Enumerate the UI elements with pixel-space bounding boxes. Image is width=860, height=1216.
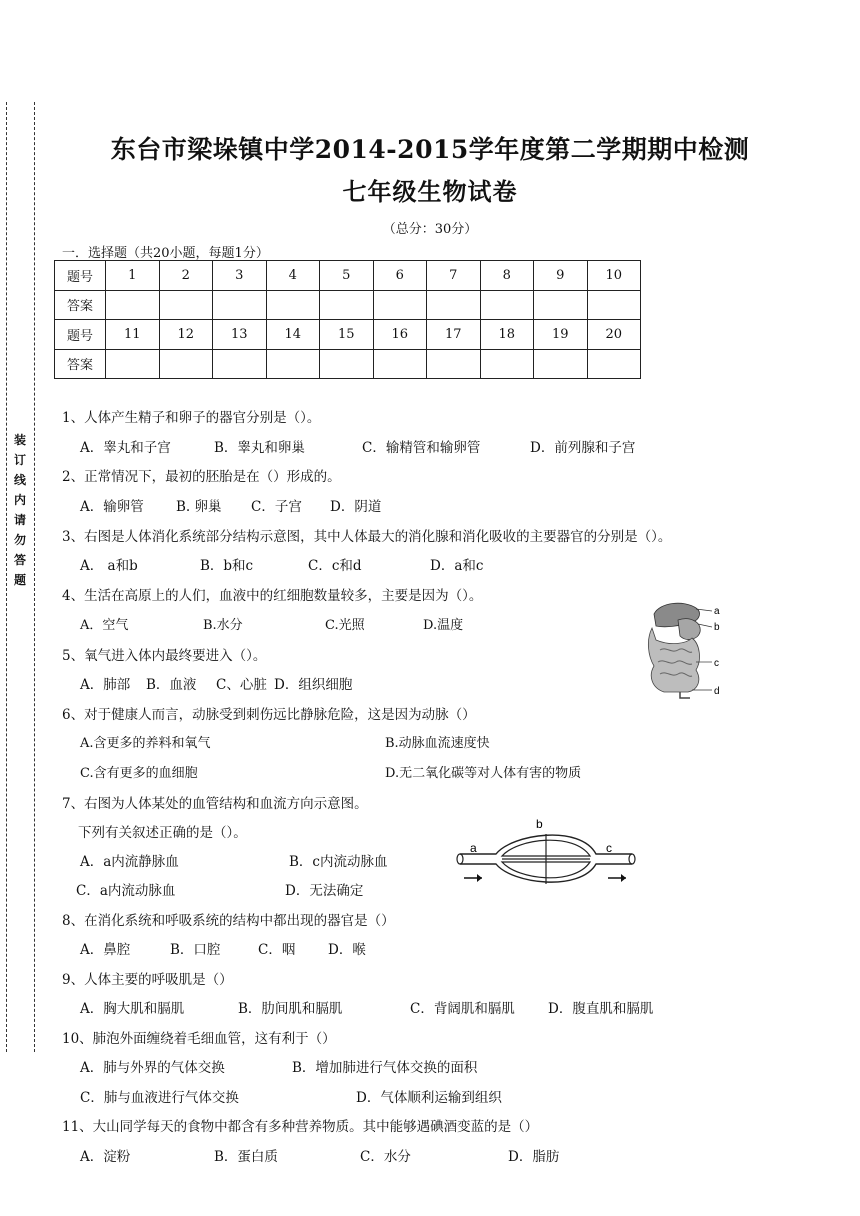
question-number-cell: 4: [266, 261, 320, 291]
answer-cell[interactable]: [480, 349, 534, 379]
question-number-cell: 13: [213, 320, 267, 350]
question-2-stem: 2、正常情况下，最初的胚胎是在（）形成的。: [62, 469, 341, 485]
digestive-label-b: b: [714, 622, 720, 633]
answer-cell[interactable]: [106, 290, 160, 320]
answer-grid: [54, 260, 641, 379]
answer-cell[interactable]: [480, 290, 534, 320]
question-10-option-b: B．增加肺进行气体交换的面积: [292, 1060, 478, 1076]
row-label: 答案: [55, 290, 106, 320]
question-10-stem: 10、肺泡外面缠绕着毛细血管，这有利于（）: [62, 1031, 336, 1047]
binding-margin-outer-line: [6, 102, 7, 1052]
row-label: 答案: [55, 349, 106, 379]
question-5-stem: 5、氧气进入体内最终要进入（）。: [62, 648, 267, 664]
vessel-label-b: b: [536, 817, 543, 831]
question-number-cell: 8: [480, 261, 534, 291]
question-8-option-c: C．咽: [258, 942, 296, 958]
answer-cell[interactable]: [213, 290, 267, 320]
question-8-option-a: A．鼻腔: [80, 942, 131, 958]
question-5-option-c: C、心脏: [216, 677, 267, 693]
answer-cell[interactable]: [587, 349, 641, 379]
question-8-stem: 8、在消化系统和呼吸系统的结构中都出现的器官是（）: [62, 913, 395, 929]
question-7-stem-continued: 下列有关叙述正确的是（）。: [78, 825, 247, 841]
question-number-cell: 5: [320, 261, 374, 291]
question-2-option-d: D．阴道: [330, 499, 382, 515]
question-number-cell: 16: [373, 320, 427, 350]
question-number-cell: 2: [159, 261, 213, 291]
question-9-option-a: A．胸大肌和膈肌: [80, 1001, 185, 1017]
question-1-option-b: B．睾丸和卵巢: [214, 440, 305, 456]
question-11-option-c: C．水分: [360, 1149, 411, 1165]
digestive-label-d: d: [714, 686, 720, 697]
question-number-cell: 1: [106, 261, 160, 291]
question-6-option-c: C.含有更多的血细胞: [80, 766, 198, 781]
vessel-label-c: c: [606, 841, 612, 855]
question-8-option-b: B．口腔: [170, 942, 221, 958]
question-number-cell: 15: [320, 320, 374, 350]
answer-cell[interactable]: [534, 349, 588, 379]
question-number-cell: 14: [266, 320, 320, 350]
answer-cell[interactable]: [213, 349, 267, 379]
question-4-stem: 4、生活在高原上的人们，血液中的红细胞数量较多，主要是因为（）。: [62, 588, 483, 604]
question-number-cell: 18: [480, 320, 534, 350]
question-2-option-b: B. 卵巢: [176, 499, 222, 515]
total-score: （总分：30分）: [382, 222, 478, 237]
question-1-stem: 1、人体产生精子和卵子的器官分别是（）。: [62, 410, 321, 426]
question-7-option-d: D．无法确定: [285, 883, 364, 899]
question-7-option-a: A．a内流静脉血: [80, 854, 179, 870]
answer-grid-number-row: [55, 320, 641, 350]
question-1-option-c: C．输精管和输卵管: [362, 440, 481, 456]
question-3-stem: 3、右图是人体消化系统部分结构示意图，其中人体最大的消化腺和消化吸收的主要器官的分别是（）。: [62, 529, 672, 545]
answer-cell[interactable]: [266, 349, 320, 379]
question-5-option-b: B．血液: [146, 677, 197, 693]
question-3-option-b: B．b和c: [200, 558, 254, 574]
answer-grid-number-row: [55, 261, 641, 291]
question-10-option-d: D．气体顺利运输到组织: [356, 1090, 502, 1106]
answer-cell[interactable]: [534, 290, 588, 320]
question-number-cell: 9: [534, 261, 588, 291]
digestive-label-c: c: [714, 658, 719, 669]
question-10-option-c: C．肺与血液进行气体交换: [80, 1090, 239, 1106]
answer-cell[interactable]: [373, 349, 427, 379]
exam-title: 东台市梁垛镇中学2014-2015学年度第二学期期中检测: [110, 135, 750, 164]
question-4-option-a: A．空气: [80, 618, 129, 633]
question-5-option-a: A．肺部: [80, 677, 131, 693]
question-1-option-d: D．前列腺和子宫: [530, 440, 636, 456]
question-9-option-d: D．腹直肌和膈肌: [548, 1001, 654, 1017]
question-11-stem: 11、大山同学每天的食物中都含有多种营养物质。其中能够遇碘酒变蓝的是（）: [62, 1119, 539, 1135]
binding-margin-notice: 装 订 线 内 请 勿 答 题: [13, 433, 31, 587]
answer-cell[interactable]: [427, 290, 481, 320]
question-number-cell: 7: [427, 261, 481, 291]
question-6-stem: 6、对于健康人而言，动脉受到刺伤远比静脉危险，这是因为动脉（）: [62, 707, 476, 723]
question-1-option-a: A．睾丸和子宫: [80, 440, 171, 456]
question-number-cell: 20: [587, 320, 641, 350]
question-10-option-a: A．肺与外界的气体交换: [80, 1060, 225, 1076]
question-number-cell: 3: [213, 261, 267, 291]
digestive-label-a: a: [714, 606, 720, 617]
answer-cell[interactable]: [427, 349, 481, 379]
question-7-option-b: B．c内流动脉血: [289, 854, 388, 870]
question-number-cell: 11: [106, 320, 160, 350]
question-number-cell: 6: [373, 261, 427, 291]
answer-cell[interactable]: [587, 290, 641, 320]
answer-cell[interactable]: [320, 349, 374, 379]
question-7-stem: 7、右图为人体某处的血管结构和血流方向示意图。: [62, 796, 368, 812]
question-11-option-a: A．淀粉: [80, 1149, 131, 1165]
row-label: 题号: [55, 320, 106, 350]
answer-cell[interactable]: [106, 349, 160, 379]
question-3-option-c: C．c和d: [308, 558, 362, 574]
question-4-option-d: D.温度: [423, 618, 464, 633]
question-3-option-a: A． a和b: [80, 558, 138, 574]
exam-subtitle: 七年级生物试卷: [342, 177, 518, 206]
answer-cell[interactable]: [159, 349, 213, 379]
answer-cell[interactable]: [266, 290, 320, 320]
answer-cell[interactable]: [373, 290, 427, 320]
answer-cell[interactable]: [159, 290, 213, 320]
question-2-option-c: C．子宫: [251, 499, 302, 515]
question-6-option-a: A.含更多的养料和氧气: [80, 736, 211, 751]
question-number-cell: 19: [534, 320, 588, 350]
question-7-option-c: C．a内流动脉血: [76, 883, 176, 899]
binding-margin-inner-line: [34, 102, 35, 1052]
answer-grid-answer-row: [55, 290, 641, 320]
question-11-option-d: D．脂肪: [508, 1149, 560, 1165]
question-5-option-d: D．组织细胞: [274, 677, 353, 693]
question-number-cell: 17: [427, 320, 481, 350]
answer-grid-answer-row: [55, 349, 641, 379]
question-9-option-c: C．背阔肌和膈肌: [410, 1001, 515, 1017]
row-label: 题号: [55, 261, 106, 291]
question-8-option-d: D．喉: [328, 942, 366, 958]
answer-cell[interactable]: [320, 290, 374, 320]
question-3-option-d: D．a和c: [430, 558, 484, 574]
question-6-option-d: D.无二氧化碳等对人体有害的物质: [385, 766, 582, 781]
digestive-system-figure: [640, 600, 726, 700]
question-9-stem: 9、人体主要的呼吸肌是（）: [62, 972, 233, 988]
question-4-option-c: C.光照: [325, 618, 365, 633]
question-number-cell: 12: [159, 320, 213, 350]
vessel-label-a: a: [470, 841, 477, 855]
blood-vessel-figure: [452, 814, 640, 890]
question-number-cell: 10: [587, 261, 641, 291]
question-9-option-b: B．肋间肌和膈肌: [238, 1001, 343, 1017]
question-6-option-b: B.动脉血流速度快: [385, 736, 490, 751]
question-11-option-b: B．蛋白质: [214, 1149, 278, 1165]
question-4-option-b: B.水分: [203, 618, 243, 633]
section-heading: 一．选择题（共20小题，每题1分）: [62, 246, 269, 261]
question-2-option-a: A．输卵管: [80, 499, 144, 515]
